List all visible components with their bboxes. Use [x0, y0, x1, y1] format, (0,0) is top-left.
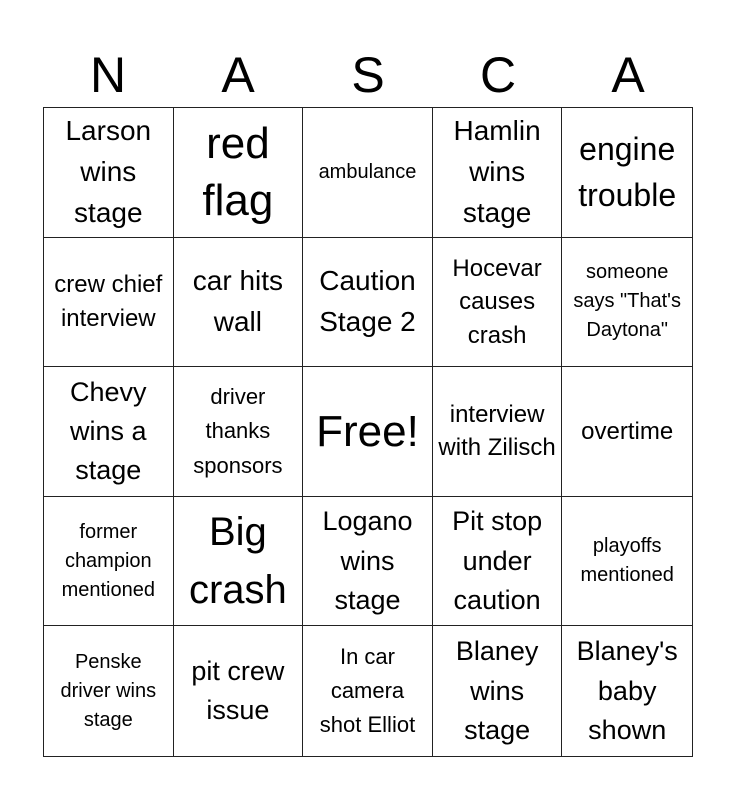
cell-text: interview with Zilisch [438, 400, 556, 462]
bingo-cell[interactable] [44, 238, 174, 368]
free-space-cell[interactable] [303, 367, 433, 497]
cell-text: driver thanks sponsors [193, 384, 283, 478]
bingo-cell[interactable] [174, 626, 304, 756]
cell-text: In car camera shot Elliot [319, 644, 416, 738]
bingo-cell[interactable] [562, 626, 692, 756]
bingo-cell[interactable] [303, 108, 433, 238]
bingo-cell[interactable] [44, 626, 174, 756]
cell-text: overtime [581, 417, 674, 445]
bingo-cell[interactable] [44, 497, 174, 627]
bingo-header [43, 44, 693, 106]
bingo-cell[interactable] [174, 108, 304, 238]
cell-text: Caution Stage 2 [319, 265, 416, 337]
cell-text: playoffs mentioned [580, 535, 674, 587]
free-space-text: Free! [316, 406, 419, 456]
cell-text: Penske driver wins stage [60, 650, 157, 731]
cell-text: someone says "That's Daytona" [573, 261, 681, 342]
cell-text: red flag [202, 119, 274, 226]
bingo-cell[interactable] [562, 108, 692, 238]
header-letter: A [221, 47, 255, 103]
cell-text: engine trouble [578, 130, 677, 214]
cell-text: pit crew issue [191, 656, 285, 726]
bingo-cell[interactable] [303, 238, 433, 368]
cell-text: Logano wins stage [322, 506, 413, 615]
cell-text: Larson wins stage [65, 115, 152, 228]
bingo-cell[interactable] [174, 367, 304, 497]
header-letter: A [611, 47, 645, 103]
bingo-cell[interactable] [44, 367, 174, 497]
cell-text: car hits wall [192, 265, 284, 337]
bingo-cell[interactable] [433, 367, 563, 497]
cell-text: ambulance [318, 160, 417, 183]
header-letter: C [479, 47, 517, 103]
cell-text: Big crash [188, 510, 287, 613]
bingo-cell[interactable] [433, 626, 563, 756]
cell-text: crew chief interview [54, 271, 163, 332]
cell-text: Hamlin wins stage [453, 115, 541, 228]
bingo-cell[interactable] [433, 108, 563, 238]
header-letter: S [351, 47, 385, 103]
header-letter: N [89, 47, 127, 103]
cell-text: Pit stop under caution [452, 506, 543, 615]
bingo-cell[interactable] [562, 367, 692, 497]
cell-text: Blaney's baby shown [576, 636, 678, 745]
cell-text: Chevy wins a stage [70, 376, 147, 486]
bingo-cell[interactable] [562, 497, 692, 627]
bingo-cell[interactable] [303, 497, 433, 627]
bingo-cell[interactable] [44, 108, 174, 238]
bingo-cell[interactable] [433, 497, 563, 627]
bingo-cell[interactable] [303, 626, 433, 756]
bingo-cell[interactable] [433, 238, 563, 368]
bingo-cell[interactable] [562, 238, 692, 368]
cell-text: Blaney wins stage [455, 636, 539, 745]
bingo-cell[interactable] [174, 497, 304, 627]
bingo-cell[interactable] [174, 238, 304, 368]
cell-text: former champion mentioned [61, 520, 155, 601]
bingo-board [43, 107, 693, 757]
cell-text: Hocevar causes crash [452, 254, 542, 349]
